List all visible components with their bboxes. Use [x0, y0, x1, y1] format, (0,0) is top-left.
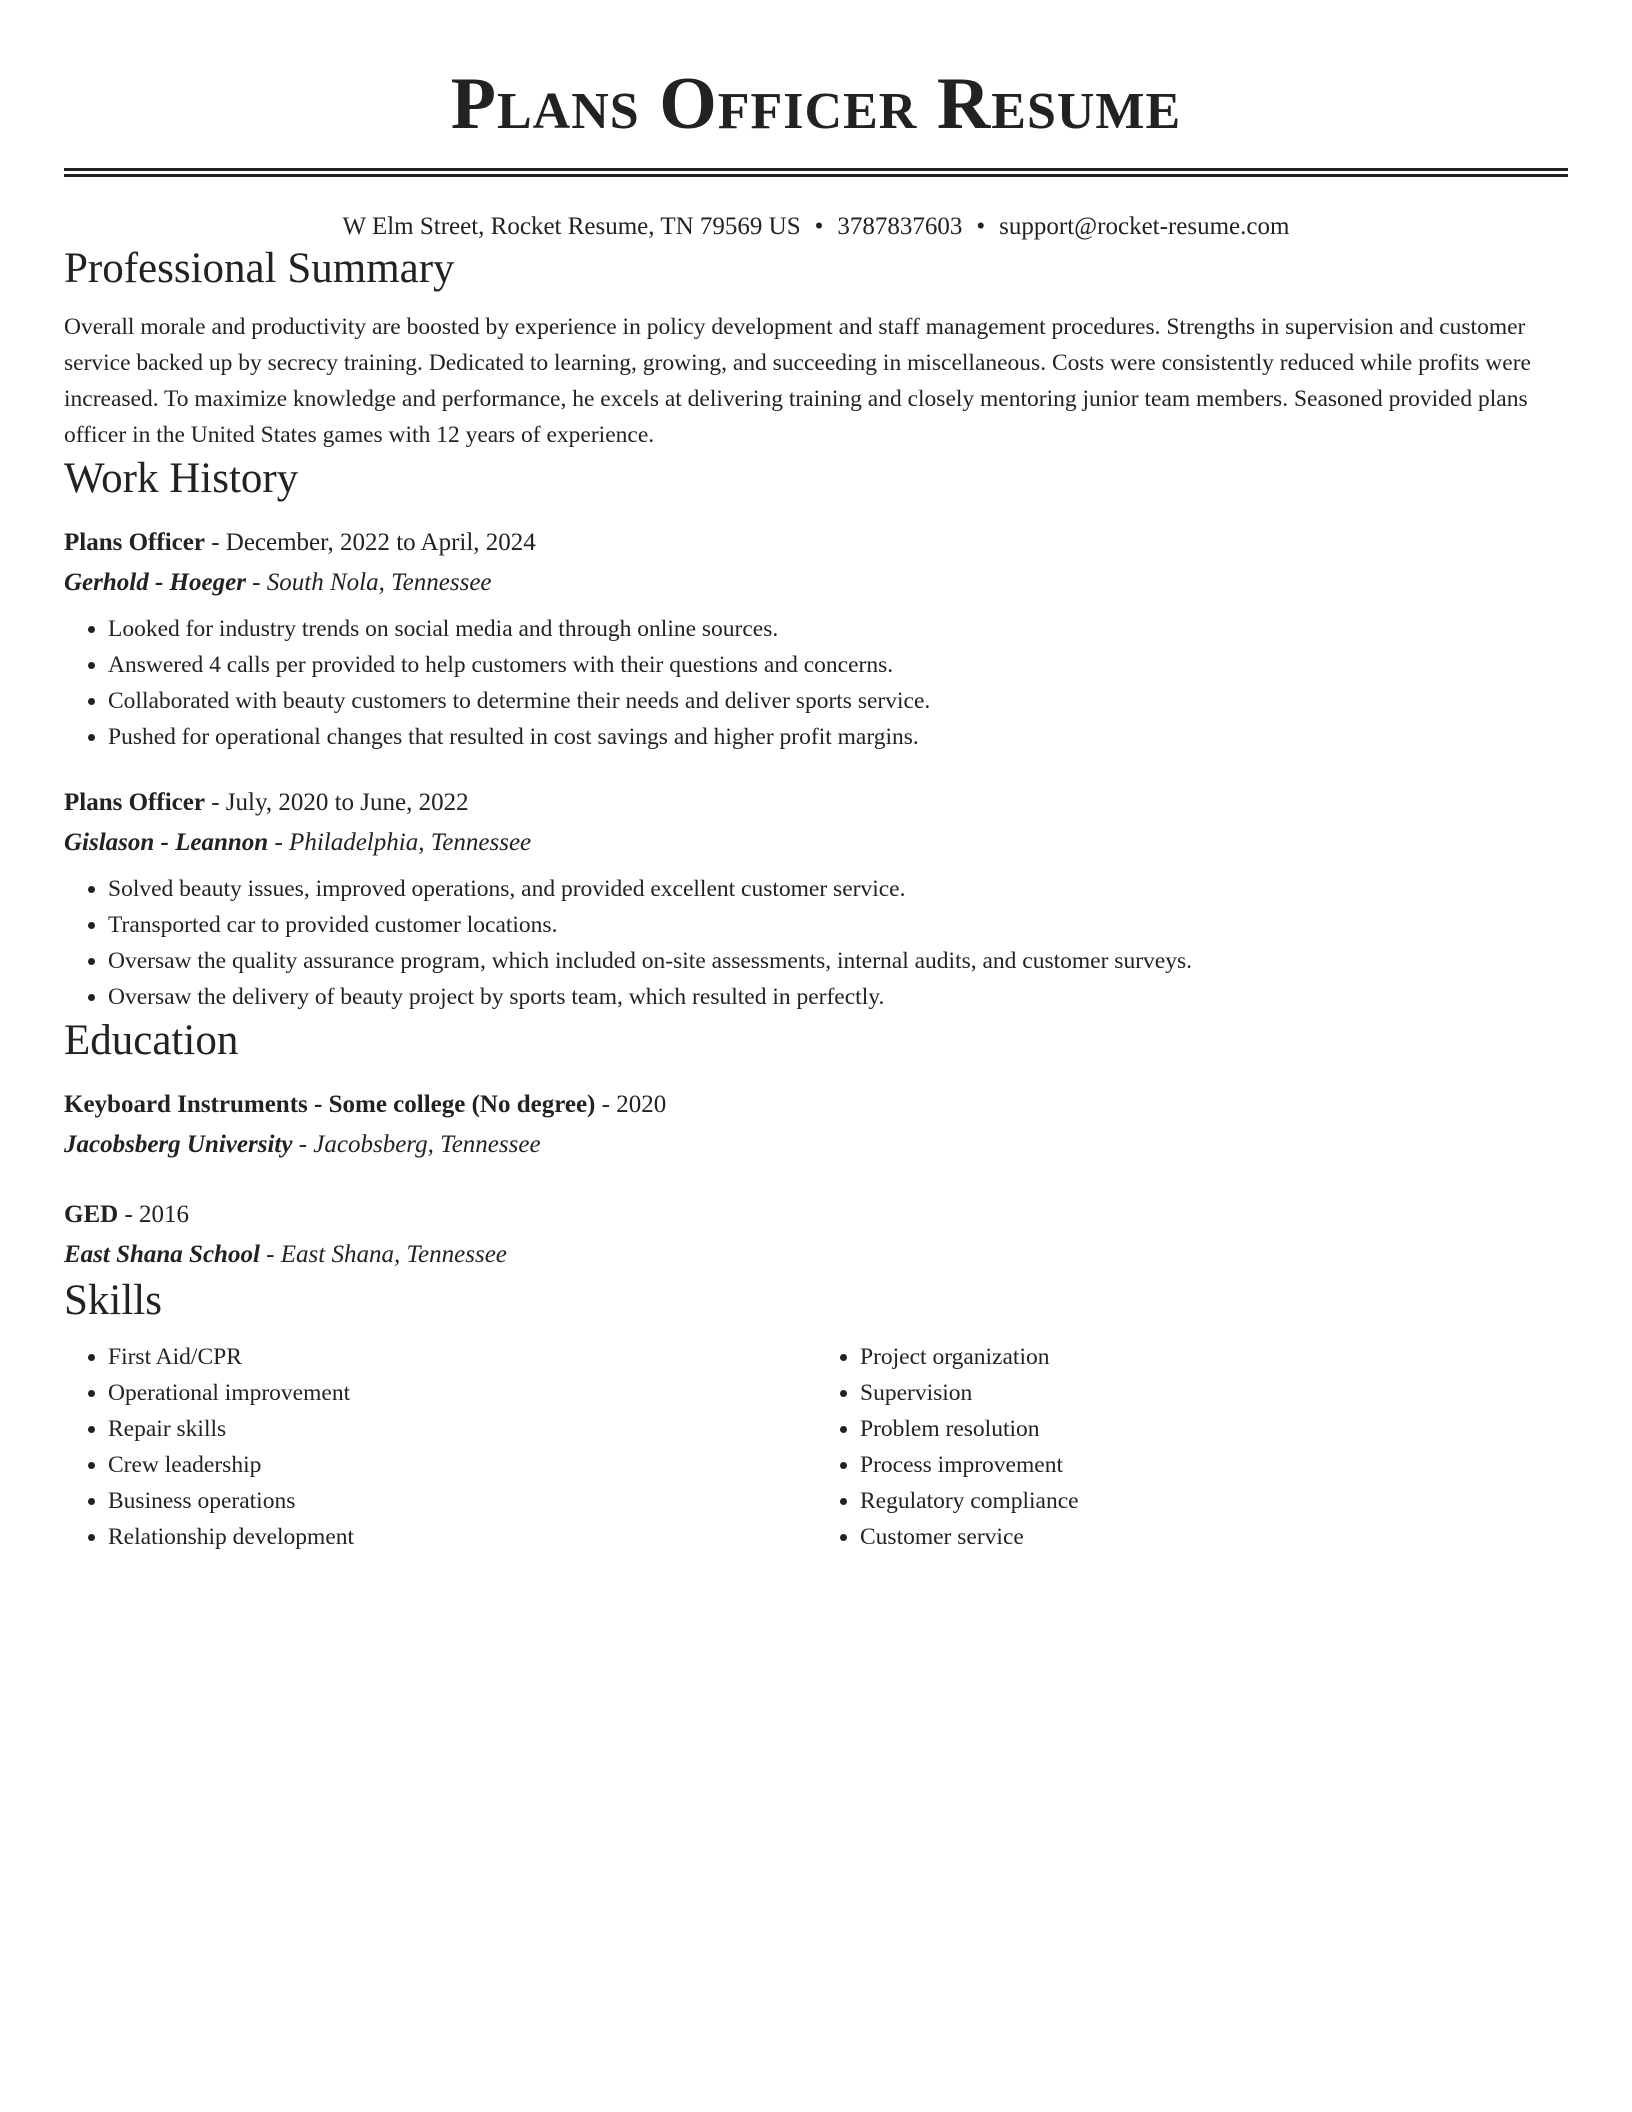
list-item: • First Aid/CPR [108, 1339, 816, 1375]
job-role: Plans Officer [64, 529, 205, 556]
education-heading: Education [64, 1017, 239, 1064]
job-entry [64, 523, 1568, 755]
education-degree-line [64, 1085, 1568, 1125]
resume-title: Plans Officer Resume [450, 63, 1182, 145]
list-item: • Problem resolution [860, 1411, 1568, 1447]
job-role-line [64, 523, 1568, 563]
job-dates: - July, 2020 to June, 2022 [204, 789, 469, 816]
list-item: • Regulatory compliance [860, 1483, 1568, 1519]
education-degree-line [64, 1195, 1568, 1235]
list-item: • Solved beauty issues, improved operations, and provided excellent customer service. [108, 871, 1568, 907]
list-item: • Relationship development [108, 1519, 816, 1555]
contact-separator: • [814, 213, 824, 240]
list-item: • Answered 4 calls per provided to help customers with their questions and concerns. [108, 647, 1568, 683]
list-item: • Transported car to provided customer locations. [108, 907, 1568, 943]
job-dates: - December, 2022 to April, 2024 [204, 529, 536, 556]
list-item: • Operational improvement [108, 1375, 816, 1411]
education-location: - Jacobsberg, Tennessee [292, 1131, 541, 1158]
list-item: • Business operations [108, 1483, 816, 1519]
job-company-line [64, 823, 1568, 863]
list-item: • Oversaw the quality assurance program, which included on-site assessments, internal audits, and customer surveys. [108, 943, 1568, 979]
contact-line [64, 211, 1568, 243]
education-entry [64, 1195, 1568, 1275]
job-location: - Philadelphia, Tennessee [268, 829, 532, 856]
education-location: - East Shana, Tennessee [259, 1241, 507, 1268]
job-bullets [64, 871, 1568, 1015]
skills-list-right [816, 1339, 1568, 1555]
job-role-line [64, 783, 1568, 823]
job-location: - South Nola, Tennessee [245, 569, 492, 596]
education-degree: GED [64, 1201, 119, 1228]
education-entry [64, 1085, 1568, 1165]
contact-email: support@rocket-resume.com [999, 213, 1290, 240]
job-company-line [64, 563, 1568, 603]
list-item: • Customer service [860, 1519, 1568, 1555]
job-bullets [64, 611, 1568, 755]
skills-heading: Skills [64, 1277, 162, 1324]
job-company: Gislason - Leannon [64, 829, 269, 856]
education-school-line [64, 1235, 1568, 1275]
work-history-heading: Work History [64, 455, 299, 502]
list-item: • Collaborated with beauty customers to determine their needs and deliver sports service. [108, 683, 1568, 719]
list-item: • Crew leadership [108, 1447, 816, 1483]
job-entry [64, 783, 1568, 1015]
summary-text: Overall morale and productivity are boosted by experience in policy development and staff management procedures. Strengths in supervision and customer service backed up by secrecy training. Dedicated to learning, growing, and succeeding in miscellaneous. Costs were consistently reduced while profits were increased. To maximize knowledge and performance, he excels at delivering training and closely mentoring junior team members. Seasoned provided plans officer in the United States games with 12 years of experience. [64, 314, 1531, 448]
education-school: Jacobsberg University [64, 1131, 293, 1158]
skills-list-left [64, 1339, 816, 1555]
education-school-line [64, 1125, 1568, 1165]
contact-separator: • [976, 213, 986, 240]
list-item: • Supervision [860, 1375, 1568, 1411]
summary-heading: Professional Summary [64, 245, 455, 292]
resume-page [64, 0, 1568, 1555]
list-item: • Process improvement [860, 1447, 1568, 1483]
education-year: - 2020 [595, 1091, 667, 1118]
list-item: • Oversaw the delivery of beauty project by sports team, which resulted in perfectly. [108, 979, 1568, 1015]
job-company: Gerhold - Hoeger [64, 569, 246, 596]
list-item: • Repair skills [108, 1411, 816, 1447]
education-year: - 2016 [118, 1201, 190, 1228]
list-item: • Looked for industry trends on social media and through online sources. [108, 611, 1568, 647]
list-item: • Pushed for operational changes that resulted in cost savings and higher profit margins. [108, 719, 1568, 755]
contact-address: W Elm Street, Rocket Resume, TN 79569 US [342, 213, 801, 240]
skills-grid [64, 1339, 1568, 1555]
list-item: • Project organization [860, 1339, 1568, 1375]
education-school: East Shana School [64, 1241, 260, 1268]
contact-phone: 3787837603 [837, 213, 963, 240]
education-degree: Keyboard Instruments - Some college (No degree) [64, 1091, 596, 1118]
job-role: Plans Officer [64, 789, 205, 816]
title-divider [64, 168, 1568, 177]
